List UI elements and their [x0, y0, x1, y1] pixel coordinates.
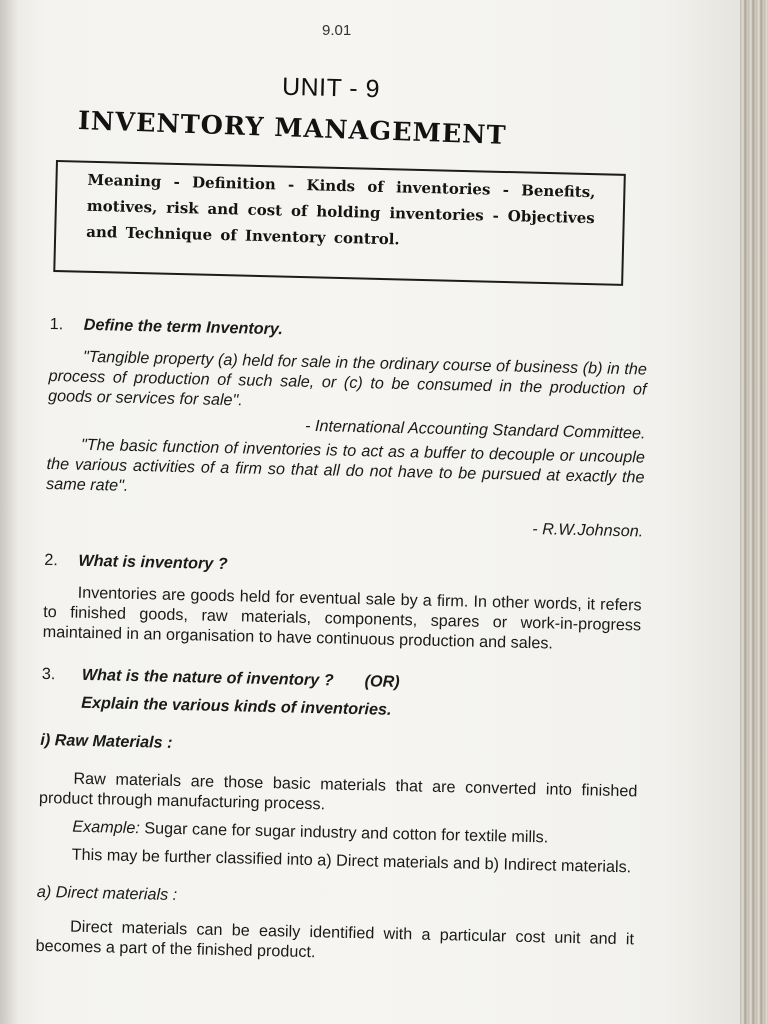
question-3-or: (OR) — [364, 672, 400, 692]
chapter-title: INVENTORY MANAGEMENT — [77, 106, 507, 151]
quote-johnson: "The basic function of inventories is to act as a buffer to decouple or uncouple the various activities of a firm so that all do not have to be pursued at exactly the same rate". — [45, 435, 646, 495]
answer-2: Inventories are goods held for eventual sale by a firm. In other words, it refers to finished goods, raw materials, components, spares or work-in-progress maintained in an organisation to have continuous production and sales. — [42, 583, 642, 653]
topics-text: Meaning - Definition - Kinds of inventories - Benefits, motives, risk and cost of holding inventories - Objectives and Technique of Inventory control. — [86, 170, 596, 249]
example-label: Example: — [72, 817, 141, 838]
direct-materials-para: Direct materials can be easily identified with a particular cost unit and it becomes a part of the finished product. — [35, 917, 635, 962]
topics-box — [53, 160, 626, 286]
page-number: 9.01 — [322, 22, 352, 39]
question-2-number: 2. — [44, 550, 59, 570]
main-content — [35, 314, 647, 969]
question-1-text: Define the term Inventory. — [83, 315, 284, 339]
attribution-johnson: - R.W.Johnson. — [532, 519, 644, 541]
raw-materials-heading: i) Raw Materials : — [40, 730, 173, 752]
book-page-edges — [740, 0, 768, 1024]
question-2-text: What is inventory ? — [78, 551, 228, 574]
question-3-number: 3. — [41, 664, 56, 684]
quote-ias: "Tangible property (a) held for sale in the ordinary course of business (b) in the process of production of such sale, or (c) to be consumed in the production of goods or services for sale". — [47, 347, 648, 410]
example-text: Sugar cane for sugar industry and cotton for textile mills. — [144, 819, 549, 847]
raw-materials-classification: This may be further classified into a) Direct materials and b) Indirect materials. — [71, 845, 632, 877]
attribution-ias: - International Accounting Standard Committee. — [304, 416, 646, 443]
page-left-shadow — [0, 0, 18, 1024]
question-1-number: 1. — [49, 314, 64, 334]
unit-label: UNIT - 9 — [281, 72, 381, 104]
question-3-text: What is the nature of inventory ? — [81, 665, 334, 690]
question-3-alt-text: Explain the various kinds of inventories. — [80, 693, 392, 719]
direct-materials-heading: a) Direct materials : — [36, 882, 178, 905]
raw-materials-para: Raw materials are those basic materials that are converted into finished product through manufacturing process. — [38, 769, 638, 814]
